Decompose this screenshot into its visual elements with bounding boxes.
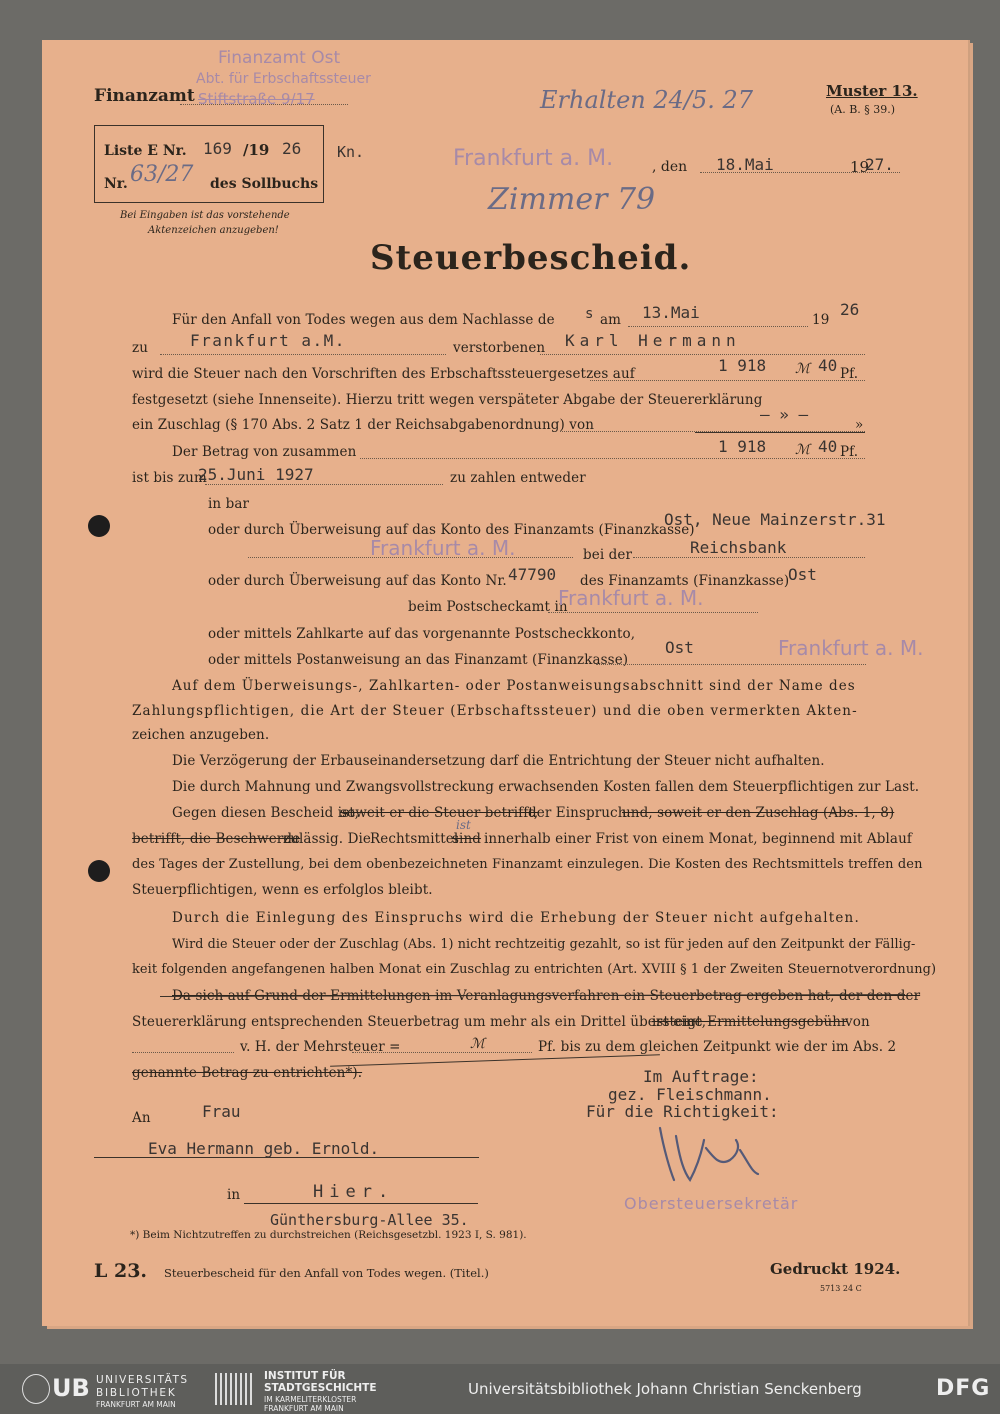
paragraph-7-line-3-a: v. H. der Mehrsteuer =	[240, 1039, 401, 1055]
isg-line-1: INSTITUT FÜR	[264, 1370, 346, 1382]
issue-year: 27.	[865, 155, 894, 174]
body-zu: zu	[132, 340, 149, 356]
document-title: Steuerbescheid.	[370, 238, 692, 278]
bank-name: Reichsbank	[690, 538, 787, 557]
body-verstorbenen: verstorbenen	[453, 340, 546, 356]
appeal-line-3: des Tages der Zustellung, bei dem obenbezeichneten Finanzamt einzulegen. Die Kosten des Rechtsmittels treffen den	[132, 857, 923, 872]
form-description: Steuerbescheid für den Anfall von Todes wegen. (Titel.)	[164, 1266, 489, 1280]
paragraph-2: Die Verzögerung der Erbauseinandersetzung darf die Entrichtung der Steuer nicht aufhalten.	[172, 753, 825, 769]
finanzamt-label: Finanzamt	[94, 86, 195, 106]
address-name: Eva Hermann geb. Ernold.	[148, 1139, 380, 1158]
total-amount: 1 918	[718, 437, 767, 456]
appeal-line-1-strike: soweit er die Steuer betrifft,	[340, 805, 539, 821]
tax-amount: 1 918	[718, 356, 767, 375]
muster-label: Muster 13.	[826, 82, 918, 100]
body-line-1-suffix: s	[585, 306, 594, 322]
option-transfer: oder durch Überweisung auf das Konto des Finanzamts (Finanzkasse)	[208, 522, 695, 538]
due-label: ist bis zum	[132, 470, 207, 486]
account-number: 47790	[508, 565, 557, 584]
total-pf-label: Pf.	[840, 444, 859, 460]
appeal-line-2-a: zulässig. Die	[283, 831, 372, 847]
postanweisung-office: Ost	[665, 638, 694, 657]
footnote: *) Beim Nichtzutreffen zu durchstreichen (Reichsgesetzbl. 1923 I, S. 981).	[130, 1229, 527, 1241]
paragraph-6-line-2: keit folgenden angefangenen halben Monat ein Zuschlag zu entrichten (Art. XVIII § 1 der Zweiten Steuernotverordnung)	[132, 962, 937, 977]
option-transfer-2-b: des Finanzamts (Finanzkasse)	[580, 573, 790, 589]
option-transfer-2: oder durch Überweisung auf das Konto Nr.	[208, 573, 507, 589]
office-stamp-line3: Stiftstraße 9/17	[198, 90, 315, 108]
box-note-1: Bei Eingaben ist das vorstehende	[120, 210, 290, 221]
option-zahlkarte: oder mittels Zahlkarte auf das vorgenannte Postscheckkonto,	[208, 626, 636, 642]
paragraph-5: Durch die Einlegung des Einspruchs wird die Erhebung der Steuer nicht aufgehalten.	[172, 910, 860, 926]
handwritten-received: Erhalten 24/5. 27	[540, 86, 754, 114]
address-place: Hier.	[313, 1182, 395, 1202]
paragraph-6-line-1: Wird die Steuer oder der Zuschlag (Abs. 1) nicht rechtzeitig gezahlt, so ist für jeden auf den Zeitpunkt der Fällig-	[172, 936, 916, 951]
nr-label: Nr.	[104, 176, 128, 192]
ub-line-2: BIBLIOTHEK	[96, 1387, 177, 1399]
punch-hole	[88, 860, 110, 882]
paragraph-7-line-3-b: Pf. bis zu dem gleichen Zeitpunkt wie der im Abs. 2	[538, 1039, 897, 1055]
death-year: 26	[840, 300, 860, 319]
form-code: L 23.	[94, 1260, 148, 1282]
liste-number: 169	[203, 139, 232, 158]
kn-label: Kn.	[337, 143, 365, 161]
signature-line-2: gez. Fleischmann.	[608, 1085, 772, 1104]
ub-line-3: FRANKFURT AM MAIN	[96, 1400, 176, 1409]
paragraph-7-line-1: Da sich auf Grund der Ermittelungen im Veranlagungsverfahren ein Steuerbetrag ergeben hat, der den der	[172, 988, 921, 1004]
appeal-line-2-strike: betrifft, die Beschwerde	[132, 831, 301, 847]
appeal-correction: ist	[456, 818, 471, 832]
handwritten-room: Zimmer 79	[488, 182, 656, 217]
liste-year-prefix: /19	[243, 141, 270, 159]
printed-year: Gedruckt 1924.	[770, 1260, 901, 1278]
paragraph-7-line-2-b: von	[845, 1014, 870, 1030]
muster-reference: (A. B. § 39.)	[830, 103, 896, 116]
body-line-1-am: am	[600, 312, 622, 328]
address-an: An	[132, 1110, 151, 1126]
isg-logo-icon	[215, 1373, 255, 1405]
sollbuch-label: des Sollbuchs	[210, 176, 319, 192]
death-date: 13.Mai	[642, 303, 700, 322]
print-code: 5713 24 C	[820, 1284, 862, 1293]
library-name: Universitätsbibliothek Johann Christian Senckenberg	[468, 1380, 862, 1398]
address-in: in	[227, 1187, 241, 1203]
body-line-4: festgesetzt (siehe Innenseite). Hierzu tritt wegen verspäteter Abgabe der Steuererklärung	[132, 392, 763, 408]
transfer-place-stamp: Frankfurt a. M.	[370, 536, 516, 560]
address-salutation: Frau	[202, 1102, 241, 1121]
body-line-5: ein Zuschlag (§ 170 Abs. 2 Satz 1 der Reichsabgabenordnung) von	[132, 417, 594, 433]
death-year-prefix: 19	[812, 312, 830, 328]
sollbuch-number: 63/27	[130, 162, 194, 187]
paragraph-1-line-2: Zahlungspflichtigen, die Art der Steuer (Erbschaftssteuer) und die oben vermerkten Akten-	[132, 703, 858, 719]
total-mark-symbol: ℳ	[795, 442, 810, 458]
transfer-account: Ost, Neue Mainzerstr.31	[664, 510, 886, 529]
deceased-name: Karl Hermann	[565, 331, 741, 350]
appeal-line-1-strike-2: und, soweit er den Zuschlag (Abs. 1, 8)	[622, 805, 895, 821]
due-label-2: zu zahlen entweder	[450, 470, 586, 486]
handwritten-signature	[640, 1110, 770, 1190]
surcharge-value: – » —	[760, 405, 809, 424]
transfer-2-office: Ost	[788, 565, 817, 584]
liste-label: Liste E Nr.	[104, 143, 187, 159]
dfg-logo: DFG	[936, 1376, 991, 1401]
paragraph-1-line-3: zeichen anzugeben.	[132, 727, 270, 743]
liste-year: 26	[282, 139, 302, 158]
box-note-2: Aktenzeichen anzugeben!	[148, 225, 279, 236]
postscheck-label: beim Postscheckamt in	[408, 599, 568, 615]
option-postanweisung: oder mittels Postanweisung an das Finanzamt (Finanzkasse)	[208, 652, 629, 668]
postanweisung-place-stamp: Frankfurt a. M.	[778, 636, 924, 660]
office-stamp-line1: Finanzamt Ost	[218, 48, 341, 68]
paragraph-7-line-2-a: Steuererklärung entsprechenden Steuerbetrag um mehr als ein Drittel übersteigt,	[132, 1014, 707, 1030]
appeal-line-1-a: Gegen diesen Bescheid ist,	[172, 805, 360, 821]
pf-label: Pf.	[840, 366, 859, 382]
punch-hole	[88, 515, 110, 537]
paragraph-1-line-1: Auf dem Überweisungs-, Zahlkarten- oder Postanweisungsabschnitt sind der Name des	[172, 678, 856, 694]
appeal-line-2-b: Rechtsmittel	[370, 831, 459, 847]
tax-pfennig: 40	[818, 356, 838, 375]
den-label: , den	[652, 159, 688, 175]
body-line-1: Für den Anfall von Todes wegen aus dem Nachlasse de	[172, 312, 555, 328]
address-street: Günthersburg-Allee 35.	[270, 1211, 469, 1229]
isg-line-4: FRANKFURT AM MAIN	[264, 1404, 344, 1413]
issue-year-prefix: 19	[850, 158, 870, 176]
appeal-line-2-strike-2: sind	[452, 831, 481, 847]
bei-der-label: bei der	[583, 547, 633, 563]
isg-line-2: STADTGESCHICHTE	[264, 1382, 377, 1394]
ub-line-1: UNIVERSITÄTS	[96, 1374, 189, 1386]
option-cash: in bar	[208, 496, 250, 512]
office-stamp-line2: Abt. für Erbschaftssteuer	[196, 71, 371, 87]
signature-line-1: Im Auftrage:	[643, 1067, 759, 1086]
ub-logo-icon	[22, 1374, 50, 1404]
library-footer	[0, 1364, 1000, 1414]
due-date: 25.Juni 1927	[198, 465, 314, 484]
total-pfennig: 40	[818, 437, 838, 456]
paragraph-7-line-2-strike: ist eine Ermittelungsgebühr	[652, 1014, 848, 1030]
mark-symbol: ℳ	[795, 361, 810, 377]
ub-logo-text: UB	[52, 1374, 90, 1402]
surcharge-dash: »	[855, 417, 864, 433]
paragraph-7-line-4: genannte Betrag zu entrichten*).	[132, 1065, 363, 1081]
signature-line-3: Für die Richtigkeit:	[586, 1102, 779, 1121]
postscheck-place-stamp: Frankfurt a. M.	[558, 586, 704, 610]
issue-date: 18.Mai	[716, 155, 774, 174]
paragraph-7-mark: ℳ	[470, 1036, 485, 1052]
death-place: Frankfurt a.M.	[190, 331, 346, 350]
appeal-line-1-b: der Einspruch	[528, 805, 627, 821]
paragraph-3: Die durch Mahnung und Zwangsvollstreckung erwachsenden Kosten fallen dem Steuerpflichtigen zur Last.	[172, 779, 920, 795]
signature-stamp: Obersteuersekretär	[624, 1194, 799, 1213]
appeal-line-2-c: innerhalb einer Frist von einem Monat, beginnend mit Ablauf	[484, 831, 912, 847]
appeal-line-4: Steuerpflichtigen, wenn es erfolglos bleibt.	[132, 882, 433, 898]
body-line-3: wird die Steuer nach den Vorschriften des Erbschaftssteuergesetzes auf	[132, 366, 635, 382]
isg-line-3: IM KARMELITERKLOSTER	[264, 1395, 357, 1404]
body-total-label: Der Betrag von zusammen	[172, 444, 357, 460]
place-stamp: Frankfurt a. M.	[453, 146, 614, 171]
